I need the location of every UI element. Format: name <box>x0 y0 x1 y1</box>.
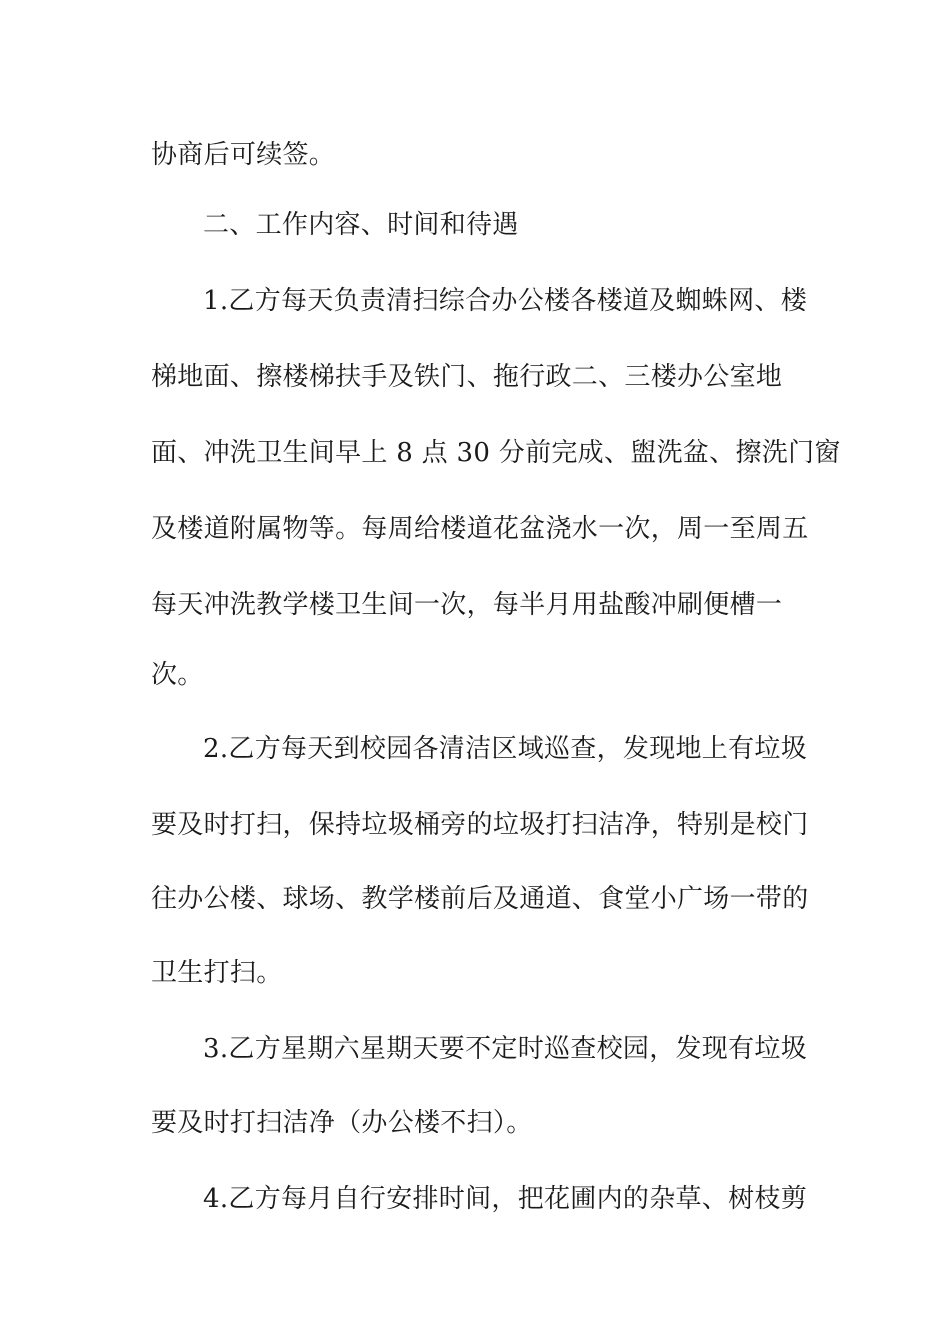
text-line: 每天冲洗教学楼卫生间一次，每半月用盐酸冲刷便槽一 <box>151 590 783 620</box>
text-line: 2.乙方每天到校园各清洁区域巡查，发现地上有垃圾 <box>203 734 808 764</box>
text-line: 面、冲洗卫生间早上 8 点 30 分前完成、盥洗盆、擦洗门窗 <box>151 438 841 468</box>
text-line: 次。 <box>151 660 204 690</box>
text-line: 3.乙方星期六星期天要不定时巡查校园，发现有垃圾 <box>203 1034 808 1064</box>
text-line: 协商后可续签。 <box>151 140 336 170</box>
text-line: 卫生打扫。 <box>151 958 283 988</box>
section-heading: 二、工作内容、时间和待遇 <box>203 210 519 240</box>
text-line: 梯地面、擦楼梯扶手及铁门、拖行政二、三楼办公室地 <box>151 362 783 392</box>
text-line: 1.乙方每天负责清扫综合办公楼各楼道及蜘蛛网、楼 <box>203 286 808 316</box>
text-line: 要及时打扫洁净（办公楼不扫）。 <box>151 1108 533 1138</box>
text-line: 要及时打扫，保持垃圾桶旁的垃圾打扫洁净，特别是校门 <box>151 810 809 840</box>
text-line: 往办公楼、球场、教学楼前后及通道、食堂小广场一带的 <box>151 884 809 914</box>
text-line: 4.乙方每月自行安排时间，把花圃内的杂草、树枝剪 <box>203 1184 808 1214</box>
text-line: 及楼道附属物等。每周给楼道花盆浇水一次，周一至周五 <box>151 514 809 544</box>
